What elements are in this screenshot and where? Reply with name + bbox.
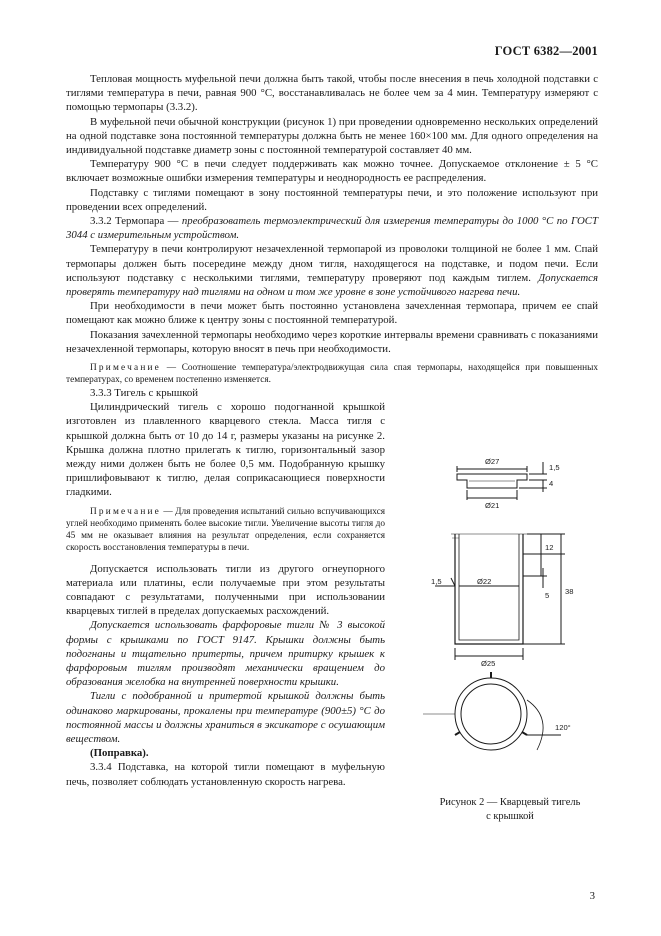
lid-drawing <box>457 462 547 500</box>
paragraph: Цилиндрический тигель с хорошо подогнанной крышкой изготовлен из плавленного кварцевого стекла. Масса тигля с крышкой должна быть от 10 до 14 г, размеры указаны на рисунке 2. Крышка должна плотно прилегать к тиглю, горизонтальный зазор между ними должен быть не более 0,5 мм. Подобранную крышку пришлифовывают к тиглю, делая соприкасающиеся поверхности гладкими. <box>66 401 385 499</box>
paragraph-italic: Допускается проверять температуру над тиглями на одном и том же уровне в зоне устойчивого нагрева печи. <box>66 271 598 299</box>
note-text: — Для проведения испытаний сильно вспучивающихся углей необходимо применять более высокие тигли. Увеличение высоты тигля до 45 мм не оказывает влияния на результат определения, если сохраняется скорость восстановления температуры в печи. <box>66 506 385 553</box>
paragraph: Допускается использовать тигли из другого огнеупорного материала или платины, если получаемые при этом результаты совпадают с результатами, полученными при использовании кварцевых тиглей в пределах допускаемых расхождений. <box>66 562 385 618</box>
dim-wall: 1,5 <box>431 577 442 586</box>
dim-angle: 120° <box>555 723 571 732</box>
figure-caption <box>410 796 610 823</box>
paragraph: 3.3.4 Подставка, на которой тигли помещают в муфельную печь, позволяет соблюдать установленную скорость нагрева. <box>66 761 385 788</box>
dim-inner-diameter: Ø22 <box>477 577 492 586</box>
dim-lid-inner: Ø21 <box>485 501 500 510</box>
page-number: 3 <box>589 890 595 902</box>
dim-lid-diameter: Ø27 <box>485 457 500 466</box>
section-heading: 3.3.3 Тигель с крышкой <box>90 387 199 399</box>
standard-header: ГОСТ 6382—2001 <box>494 44 598 58</box>
paragraph: В муфельной печи обычной конструкции (рисунок 1) при проведении одновременно нескольких определений на одной подставке зона постоянной температуры должна быть не менее 160×100 мм. Для одного определения на индивидуальной подставке диаметр зоны с постоянной температурой составляет 40 мм. <box>66 115 598 157</box>
dim-h5: 5 <box>545 591 550 600</box>
crucible-drawing <box>415 438 595 768</box>
clause-definition: преобразователь термоэлектрический для измерения температуры до 1000 °С по ГОСТ 3044 с измерительным устройством. <box>66 215 598 242</box>
figure-caption-line1: Рисунок 2 — Кварцевый тигель <box>439 797 581 808</box>
paragraph: При необходимости в печи может быть постоянно установлена зачехленная термопара, причем ее спай помещают как можно ближе к центру зоны с постоянной температурой. <box>66 300 598 327</box>
amendment-mark: (Поправка). <box>90 747 149 760</box>
dim-h12: 12 <box>545 543 554 552</box>
dim-lid-h1: 1,5 <box>549 463 560 472</box>
figure-caption-line2: с крышкой <box>486 810 534 822</box>
paragraph-italic: Тигли с подобранной и притертой крышкой должны быть одинаково маркированы, прокалены при температуре (900±5) °С до постоянной массы и должны храниться в эксикаторе с осушающим веществом. <box>66 690 385 746</box>
paragraph-thermocouple <box>66 214 598 242</box>
paragraph: Тепловая мощность муфельной печи должна быть такой, чтобы после внесения в печь холодной подставки с тиглями температура в печи, равная 900 °С, восстанавливалась не более чем за 4 мин. Температуру измеряют с помощью термопары (3.3.2). <box>66 73 598 114</box>
dim-lid-h2: 4 <box>549 479 554 488</box>
paragraph: Температуру 900 °С в печи следует поддерживать как можно точнее. Допускаемое отклонение ± 5 °С включает возможные ошибки измерения температуры и неоднородность ее распределения. <box>66 158 598 185</box>
clause-label: 3.3.2 Термопара — <box>90 215 182 228</box>
note-label: Примечание <box>90 506 161 517</box>
paragraph <box>66 242 598 299</box>
note-text: — Соотношение температура/электродвижущая сила спая термопары, находящейся при повышенных температурах, со временем постепенно изменяется. <box>66 363 598 386</box>
left-text-block <box>66 386 385 789</box>
note <box>66 362 598 386</box>
crucible-plan-drawing <box>423 672 561 750</box>
paragraph-italic: Допускается использовать фарфоровые тигли № 3 высокой формы с крышками по ГОСТ 9147. Крышки должны быть подогнаны и тщательно притерты, причем притирку крышек к фарфоровым тиглям производят механически вращением до образования желобка на внутренней поверхности крышки. <box>66 619 385 689</box>
note <box>66 506 385 554</box>
note-label: Примечание <box>90 363 161 374</box>
dim-h38: 38 <box>565 587 574 596</box>
paragraph: Подставку с тиглями помещают в зону постоянной температуры печи, и это положение используют при проведении всех определений. <box>66 186 598 213</box>
dim-outer-diameter: Ø25 <box>481 659 496 668</box>
top-text-block <box>66 72 598 386</box>
paragraph-text: Температуру в печи контролируют незачехленной термопарой из проволоки толщиной не более 1 мм. Спай термопары должен быть посередине между дном тигля, находящегося на подставке, и подом печи. Если используют подставку с несколькими тиглями, температуру проверяют под каждым тиглем. <box>66 243 598 284</box>
paragraph: Показания зачехленной термопары необходимо через короткие интервалы времени сравнивать с показаниями незачехленной термопары, которую вносят в печь при необходимости. <box>66 328 598 355</box>
